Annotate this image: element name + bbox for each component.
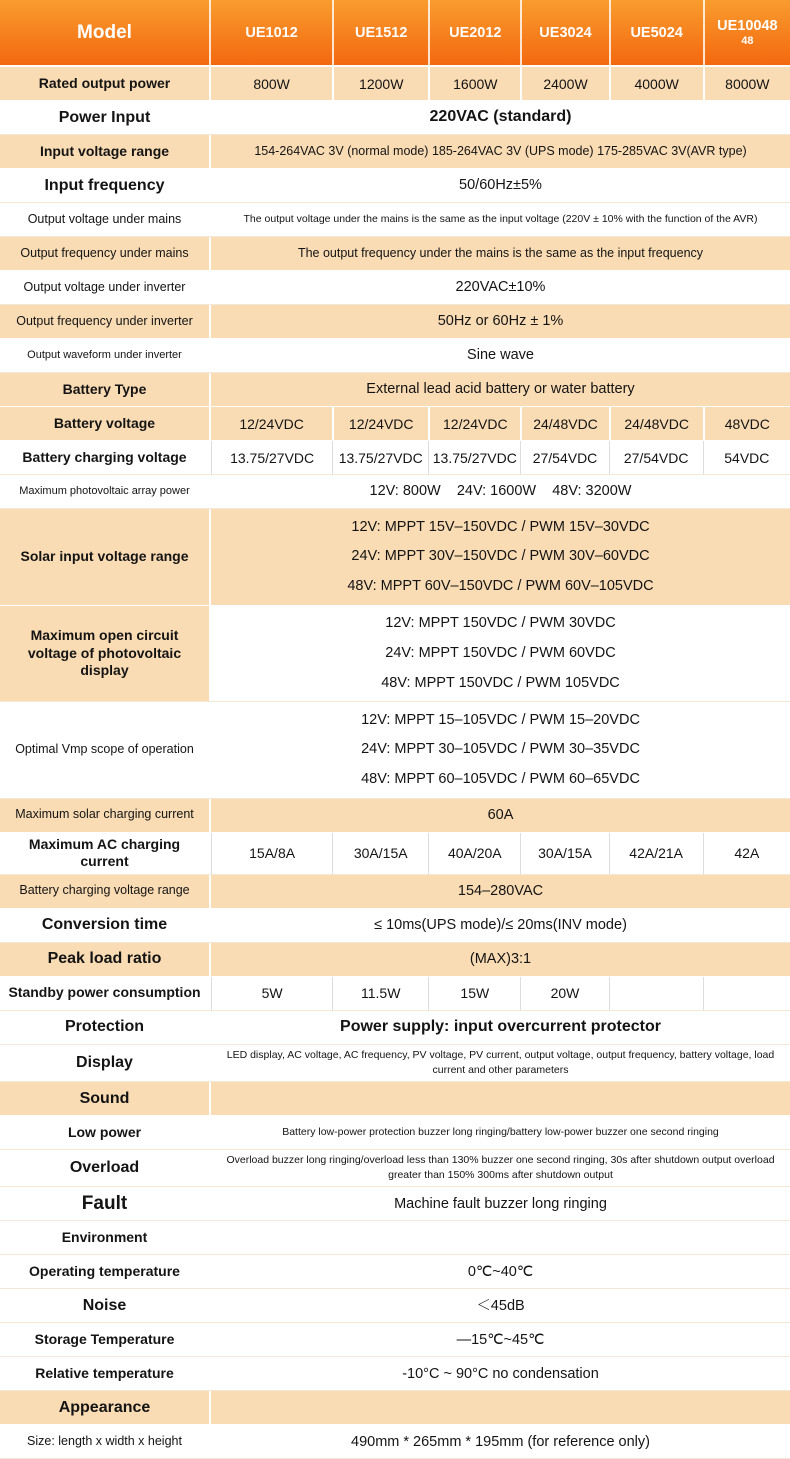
spec-row-size [0, 1425, 790, 1459]
row-label: Battery charging voltage [0, 441, 211, 474]
spec-row-output-frequency-under-mains [0, 237, 790, 271]
spec-row-storage-temperature [0, 1323, 790, 1357]
spec-cell: 20W [520, 977, 608, 1010]
spec-row-maximum-solar-charging-current [0, 799, 790, 833]
row-label: Output waveform under inverter [0, 339, 211, 372]
spec-cell: 15A/8A [211, 833, 332, 874]
row-value: 154-264VAC 3V (normal mode) 185-264VAC 3V (UPS mode) 175-285VAC 3V(AVR type) [254, 144, 747, 159]
row-label: Output frequency under mains [0, 237, 211, 270]
row-value: Power supply: input overcurrent protector [340, 1017, 661, 1035]
row-label: Maximum photovoltaic array power [0, 475, 211, 508]
spec-cell: 13.75/27VDC [332, 441, 428, 474]
row-label: Operating temperature [0, 1255, 211, 1288]
row-value-line: 48V: MPPT 150VDC / PWM 105VDC [381, 674, 620, 691]
row-label: Solar input voltage range [0, 509, 211, 605]
row-label: Maximum open circuit voltage of photovoltaic display [0, 606, 211, 702]
row-values [211, 441, 790, 474]
row-label: Standby power consumption [0, 977, 211, 1010]
row-value: 60A [487, 806, 514, 823]
spec-row-maximum-photovoltaic-array-power [0, 475, 790, 509]
row-value: 12V: 800W 24V: 1600W 48V: 3200W [369, 483, 632, 500]
row-value [211, 702, 790, 798]
spec-cell: 27/54VDC [520, 441, 608, 474]
row-values [211, 407, 790, 440]
column-header-ue3024: UE3024 [520, 0, 608, 65]
row-value: 220VAC±10% [455, 279, 546, 296]
row-label: Rated output power [0, 67, 211, 100]
row-label: Protection [0, 1011, 211, 1044]
spec-row-power-input [0, 101, 790, 135]
row-values [211, 833, 790, 874]
row-value: The output voltage under the mains is the same as the input voltage (220V ± 10% with the function of the AVR) [243, 212, 758, 225]
row-value: -10°C ~ 90°C no condensation [402, 1365, 599, 1382]
column-header-ue2012: UE2012 [428, 0, 520, 65]
spec-cell: 8000W [703, 67, 790, 100]
row-value: LED display, AC voltage, AC frequency, PV voltage, PV current, output voltage, output frequency, battery voltage, load current and other parameters [226, 1048, 778, 1076]
spec-cell: 5W [211, 977, 332, 1010]
column-header-ue10048 [703, 0, 790, 65]
row-value [211, 1391, 790, 1424]
row-label: Appearance [0, 1391, 211, 1424]
spec-row-battery-voltage [0, 407, 790, 441]
spec-cell: 1200W [332, 67, 428, 100]
row-label: Display [0, 1045, 211, 1081]
row-label: Overload [0, 1150, 211, 1186]
row-value [211, 509, 790, 605]
row-values [211, 977, 790, 1010]
row-label: Battery voltage [0, 407, 211, 440]
spec-row-peak-load-ratio [0, 943, 790, 977]
row-label: Battery charging voltage range [0, 875, 211, 908]
spec-cell: 42A [703, 833, 790, 874]
spec-cell: 11.5W [332, 977, 428, 1010]
spec-row-battery-type [0, 373, 790, 407]
spec-cell: 800W [253, 75, 290, 92]
spec-cell: 15W [428, 977, 520, 1010]
row-value: (MAX)3:1 [469, 950, 532, 967]
row-value: ＜45dB [476, 1297, 525, 1314]
spec-cell: 13.75/27VDC [428, 441, 520, 474]
spec-row-input-frequency [0, 169, 790, 203]
spec-cell: 30A/15A [332, 833, 428, 874]
spec-row-output-voltage-under-mains [0, 203, 790, 237]
spec-cell: 1600W [428, 67, 520, 100]
row-label: Sound [0, 1082, 211, 1115]
spec-row-battery-charging-voltage [0, 441, 790, 475]
row-label: Output voltage under mains [0, 203, 211, 236]
spec-cell [609, 977, 703, 1010]
row-label: Low power [0, 1116, 211, 1149]
row-label: Input voltage range [0, 135, 211, 168]
row-label: Maximum AC charging current [0, 833, 211, 874]
row-label: Fault [0, 1187, 211, 1220]
row-label: Conversion time [0, 909, 211, 942]
spec-cell: 27/54VDC [609, 441, 703, 474]
spec-row-output-voltage-under-inverter [0, 271, 790, 305]
spec-cell: 24/48VDC [609, 407, 703, 440]
spec-row-relative-temperature [0, 1357, 790, 1391]
row-value: 154–280VAC [457, 882, 544, 899]
column-header-ue1512: UE1512 [332, 0, 428, 65]
spec-row-conversion-time [0, 909, 790, 943]
spec-row-output-waveform-under-inverter [0, 339, 790, 373]
column-header-ue1012: UE1012 [245, 24, 298, 41]
row-value: 50/60Hz±5% [459, 177, 542, 194]
spec-row-low-power [0, 1116, 790, 1150]
model-header: Model [0, 0, 211, 65]
spec-row-output-frequency-under-inverter [0, 305, 790, 339]
row-value: —15℃~45℃ [456, 1331, 545, 1348]
row-value: 0℃~40℃ [467, 1263, 534, 1280]
column-header-ue10048-sub: 48 [741, 35, 754, 47]
spec-cell: 24/48VDC [520, 407, 608, 440]
row-label: Maximum solar charging current [0, 799, 211, 832]
row-label: Power Input [0, 101, 211, 134]
spec-cell: 30A/15A [520, 833, 608, 874]
row-value: 220VAC (standard) [429, 108, 572, 126]
row-value: External lead acid battery or water battery [366, 381, 635, 398]
row-value: 50Hz or 60Hz ± 1% [437, 313, 564, 330]
spec-row-battery-charging-voltage-range [0, 875, 790, 909]
spec-row-display [0, 1045, 790, 1082]
spec-row-appearance [0, 1391, 790, 1425]
spec-row-operating-temperature [0, 1255, 790, 1289]
spec-row-protection [0, 1011, 790, 1045]
spec-cell: 2400W [520, 67, 608, 100]
row-value: 490mm * 265mm * 195mm (for reference only) [351, 1433, 650, 1450]
spec-row-noise [0, 1289, 790, 1323]
row-value-line: 12V: MPPT 150VDC / PWM 30VDC [385, 615, 616, 632]
row-value-line: 24V: MPPT 30–105VDC / PWM 30–35VDC [361, 741, 640, 758]
row-label: Peak load ratio [0, 943, 211, 976]
table-header-row [0, 0, 790, 67]
spec-row-sound [0, 1082, 790, 1116]
spec-cell: 12/24VDC [332, 407, 428, 440]
spec-cell: 4000W [609, 67, 703, 100]
row-label: Size: length x width x height [0, 1425, 211, 1458]
row-label: Battery Type [0, 373, 211, 406]
spec-cell: 54VDC [703, 441, 790, 474]
column-header-ue5024: UE5024 [609, 0, 703, 65]
spec-cell: 13.75/27VDC [211, 441, 332, 474]
row-values [211, 67, 790, 100]
row-value-line: 24V: MPPT 30V–150VDC / PWM 30V–60VDC [351, 548, 650, 565]
spec-row-optimal-vmp-scope [0, 702, 790, 799]
spec-row-overload [0, 1150, 790, 1187]
row-label: Relative temperature [0, 1357, 211, 1390]
row-value: ≤ 10ms(UPS mode)/≤ 20ms(INV mode) [374, 916, 627, 933]
row-value: Overload buzzer long ringing/overload less than 130% buzzer one second ringing, 30s after shutdown output overload greater than 150% 300ms after shutdown output [226, 1154, 778, 1182]
column-header-ue10048-main: UE10048 [717, 18, 778, 34]
row-label: Output voltage under inverter [0, 271, 211, 304]
row-value [211, 606, 790, 702]
spec-cell: 12/24VDC [239, 415, 304, 432]
spec-row-rated-output-power [0, 67, 790, 101]
row-label: Storage Temperature [0, 1323, 211, 1356]
spec-row-maximum-open-circuit-voltage [0, 606, 790, 703]
row-value [211, 1082, 790, 1115]
row-label: Noise [0, 1289, 211, 1322]
row-value: Battery low-power protection buzzer long ringing/battery low-power buzzer one second ringing [282, 1125, 719, 1138]
spec-row-fault [0, 1187, 790, 1221]
row-value-line: 12V: MPPT 15–105VDC / PWM 15–20VDC [361, 711, 640, 728]
row-value [211, 1221, 790, 1254]
row-label: Input frequency [0, 169, 211, 202]
row-value: Machine fault buzzer long ringing [394, 1195, 607, 1212]
spec-row-maximum-ac-charging-current [0, 833, 790, 875]
row-label: Optimal Vmp scope of operation [0, 702, 211, 798]
spec-row-environment [0, 1221, 790, 1255]
spec-cell: 48VDC [703, 407, 790, 440]
spec-row-input-voltage-range [0, 135, 790, 169]
model-columns [211, 0, 790, 65]
spec-cell [703, 977, 790, 1010]
row-value: Sine wave [467, 347, 534, 364]
spec-cell: 12/24VDC [428, 407, 520, 440]
row-value-line: 24V: MPPT 150VDC / PWM 60VDC [385, 644, 616, 661]
spec-row-solar-input-voltage-range [0, 509, 790, 606]
spec-row-standby-power-consumption [0, 977, 790, 1011]
row-label: Output frequency under inverter [0, 305, 211, 338]
row-value-line: 48V: MPPT 60V–150VDC / PWM 60V–105VDC [347, 578, 654, 595]
spec-cell: 42A/21A [609, 833, 703, 874]
spec-cell: 40A/20A [428, 833, 520, 874]
row-value: The output frequency under the mains is the same as the input frequency [297, 246, 704, 261]
row-value-line: 12V: MPPT 15V–150VDC / PWM 15V–30VDC [351, 518, 650, 535]
row-label: Environment [0, 1221, 211, 1254]
row-value-line: 48V: MPPT 60–105VDC / PWM 60–65VDC [361, 771, 640, 788]
